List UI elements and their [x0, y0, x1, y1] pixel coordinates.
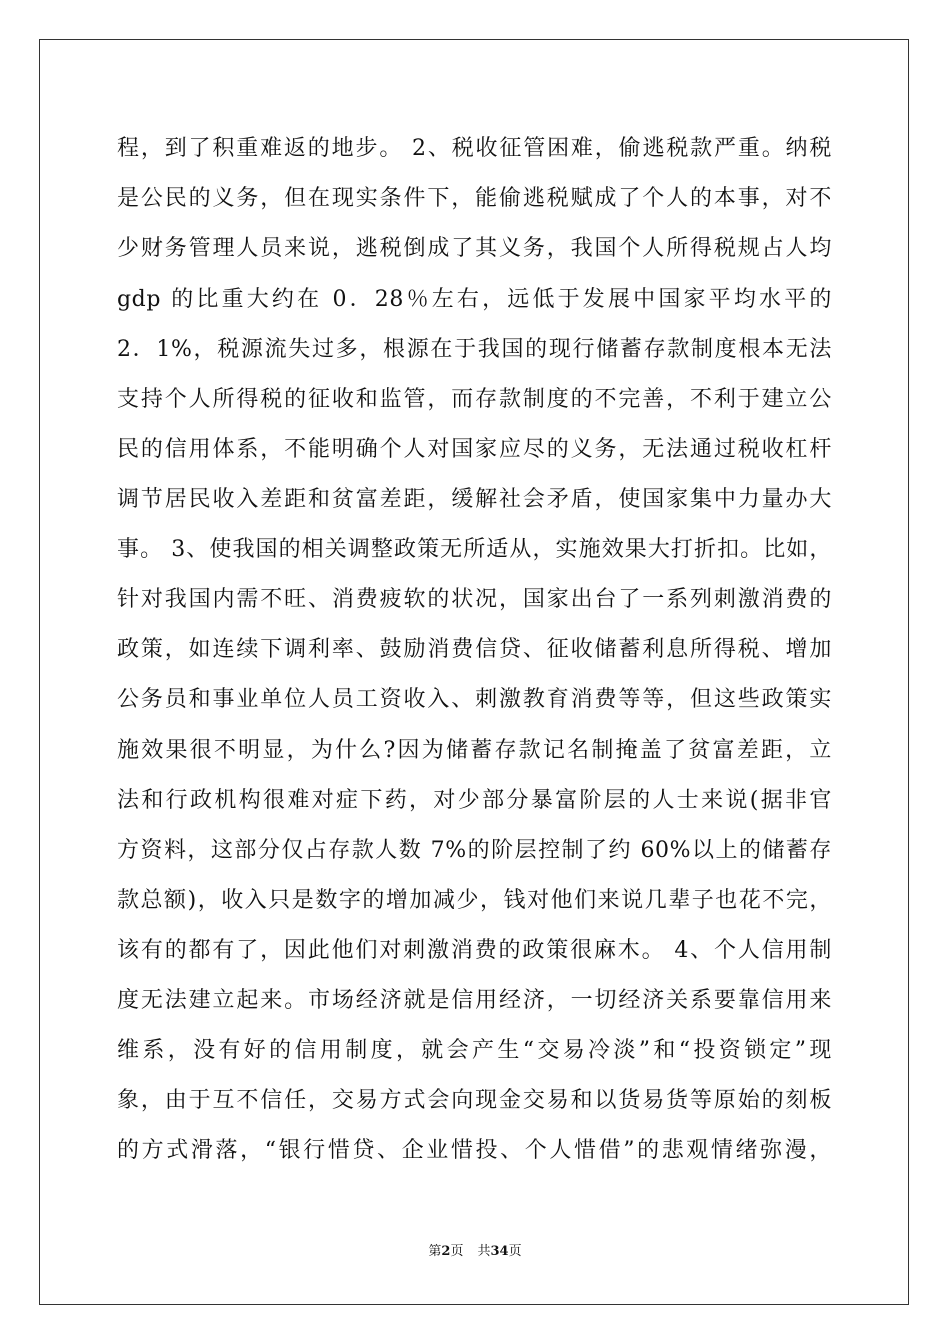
text-line: 政策，如连续下调利率、鼓励消费信贷、征收储蓄利息所得税、增加 [117, 637, 832, 662]
total-pages-label: 共34页 [477, 1244, 522, 1259]
text-line: 针对我国内需不旺、消费疲软的状况，国家出台了一系列刺激消费的 [117, 587, 832, 612]
text-line: 调节居民收入差距和贫富差距，缓解社会矛盾，使国家集中力量办大 [117, 487, 832, 512]
text-line: 支持个人所得税的征收和监管，而存款制度的不完善，不利于建立公 [117, 387, 832, 412]
text-line: 程，到了积重难返的地步。 2、税收征管困难，偷逃税款严重。纳税 [117, 136, 832, 161]
text-line: 事。 3、使我国的相关调整政策无所适从，实施效果大打折扣。比如， [117, 537, 832, 562]
page-number: 2 [441, 1244, 451, 1259]
text-line: 施效果很不明显，为什么?因为储蓄存款记名制掩盖了贫富差距，立 [117, 738, 832, 763]
text-line: 象，由于互不信任，交易方式会向现金交易和以货易货等原始的刻板 [117, 1088, 832, 1113]
total-pages: 34 [490, 1244, 509, 1259]
text-line: 民的信用体系，不能明确个人对国家应尽的义务，无法通过税收杠杆 [117, 437, 832, 462]
text-line: 公务员和事业单位人员工资收入、刺激教育消费等等，但这些政策实 [117, 687, 832, 712]
text-line: 方资料，这部分仅占存款人数 7%的阶层控制了约 60%以上的储蓄存 [117, 838, 832, 863]
text-line: 度无法建立起来。市场经济就是信用经济，一切经济关系要靠信用来 [117, 988, 832, 1013]
text-line: 2．1%，税源流失过多，根源在于我国的现行储蓄存款制度根本无法 [117, 337, 832, 362]
text-line: 维系，没有好的信用制度，就会产生“交易冷淡”和“投资锁定”现 [117, 1038, 832, 1063]
text-line: 款总额)，收入只是数字的增加减少，钱对他们来说几辈子也花不完， [117, 888, 832, 913]
page-number-label: 第2页 [428, 1244, 464, 1259]
text-line: 该有的都有了，因此他们对刺激消费的政策很麻木。 4、个人信用制 [117, 938, 832, 963]
text-line: 少财务管理人员来说，逃税倒成了其义务，我国个人所得税规占人均 [117, 236, 832, 261]
text-line: 是公民的义务，但在现实条件下，能偷逃税赋成了个人的本事，对不 [117, 186, 832, 211]
text-line: 的方式滑落，“银行惜贷、企业惜投、个人惜借”的悲观情绪弥漫， [117, 1138, 832, 1163]
page-footer [0, 1240, 950, 1259]
text-line: 法和行政机构很难对症下药，对少部分暴富阶层的人士来说(据非官 [117, 788, 832, 813]
text-line: gdp 的比重大约在 0．28％左右，远低于发展中国家平均水平的 [117, 287, 832, 312]
